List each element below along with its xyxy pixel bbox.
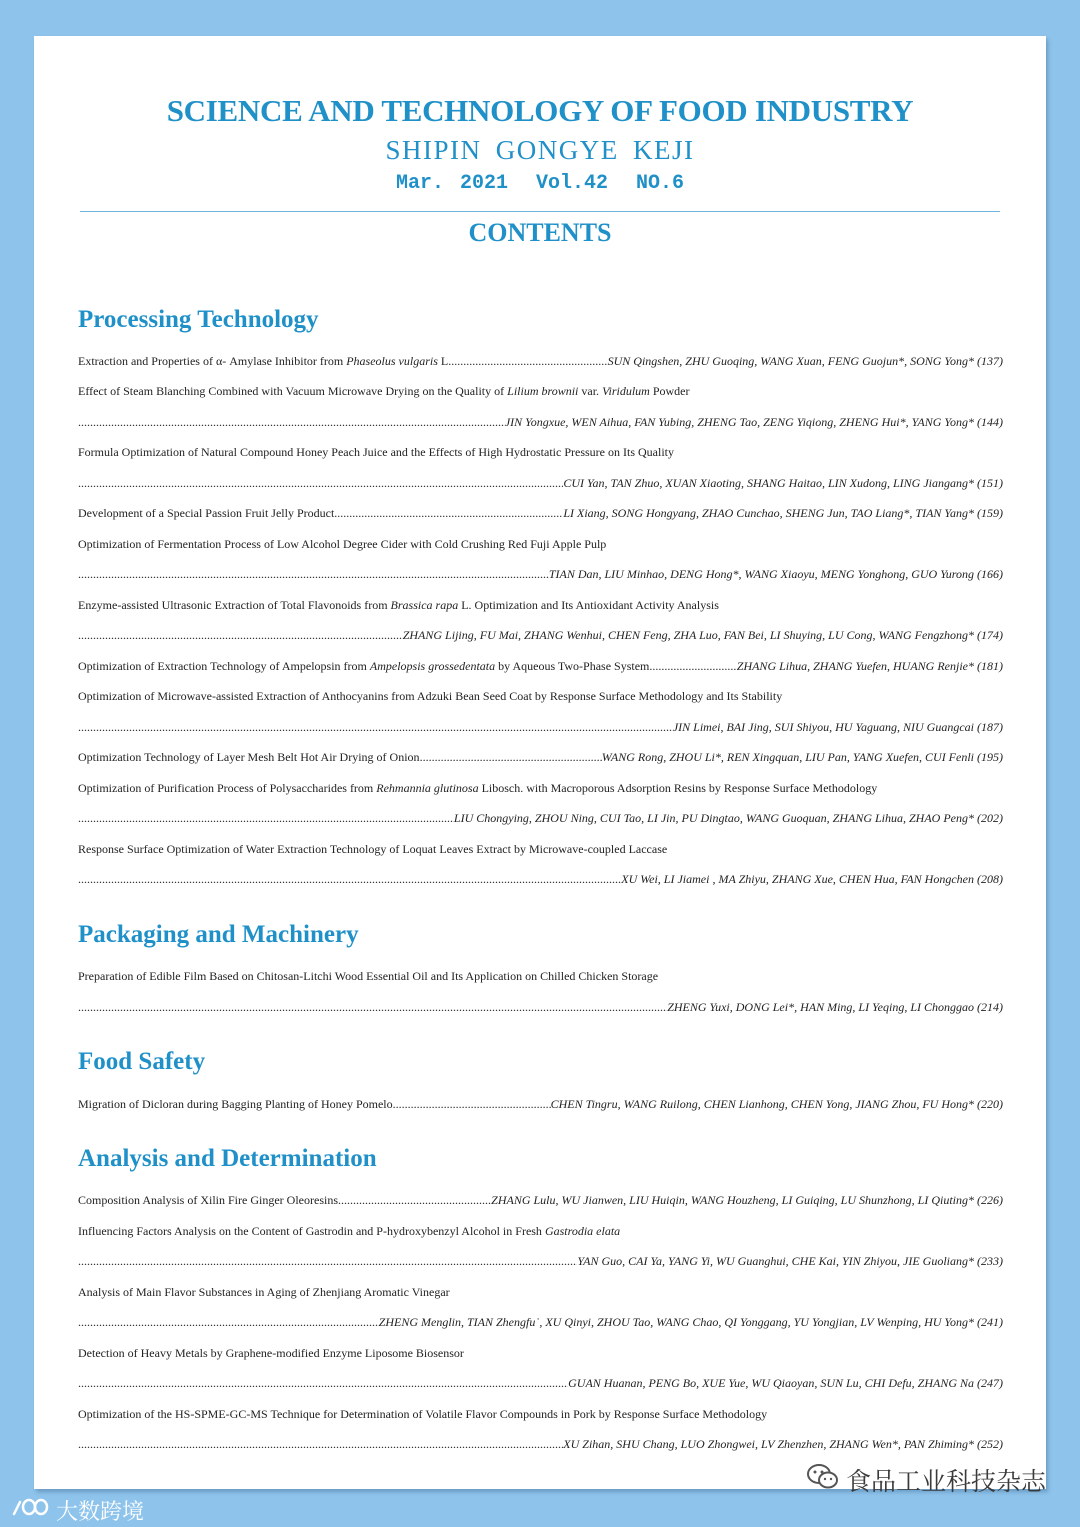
toc-entry[interactable] <box>78 353 1003 369</box>
leader-dots <box>78 566 549 582</box>
leader-dots <box>78 1253 577 1269</box>
entry-authors: CUI Yan, TAN Zhuo, XUAN Xiaoting, SHANG Haitao, LIN Xudong, LING Jiangang* (151) <box>563 476 1003 490</box>
wechat-account-name: 食品工业科技杂志 <box>845 1467 1046 1496</box>
entry-title[interactable]: Optimization of Purification Process of Polysaccharides from Rehmannia glutinosa Libosch. with Macroporous Adsorption Resins by Response Surface Methodology <box>78 781 878 795</box>
entry-authors: ZHENG Yuxi, DONG Lei*, HAN Ming, LI Yeqing, LI Chonggao (214) <box>667 1000 1003 1014</box>
corner-watermark <box>10 1494 144 1526</box>
leader-dots <box>78 719 673 735</box>
toc-entry-authors-line <box>78 719 1003 735</box>
leader-dots <box>78 414 505 430</box>
leader-dots <box>78 999 667 1015</box>
entry-title[interactable]: Analysis of Main Flavor Substances in Aging of Zhenjiang Aromatic Vinegar <box>78 1285 450 1299</box>
wechat-watermark <box>806 1462 1046 1498</box>
toc-entry-authors-line <box>78 871 1003 887</box>
entry-title: Composition Analysis of Xilin Fire Ginger Oleoresins <box>78 1193 338 1207</box>
entry-authors: JIN Limei, BAI Jing, SUI Shiyou, HU Yaguang, NIU Guangcai (187) <box>672 720 1003 734</box>
entry-title[interactable]: Optimization of the HS-SPME-GC-MS Technique for Determination of Volatile Flavor Compounds in Pork by Response Surface Methodology <box>78 1407 768 1421</box>
entry-authors: CHEN Tingru, WANG Ruilong, CHEN Lianhong, CHEN Yong, JIANG Zhou, FU Hong* (220) <box>550 1097 1003 1111</box>
leader-dots <box>393 1096 551 1112</box>
entry-title[interactable]: Response Surface Optimization of Water Extraction Technology of Loquat Leaves Extract by Microwave-coupled Laccase <box>78 842 668 856</box>
leader-dots <box>649 658 736 674</box>
entry-title[interactable]: Influencing Factors Analysis on the Content of Gastrodin and P-hydroxybenzyl Alcohol in Fresh Gastrodia elata <box>78 1224 621 1238</box>
leader-dots <box>338 1192 491 1208</box>
journal-subtitle: SHIPIN GONGYE KEJI <box>385 135 695 165</box>
leader-dots <box>78 1375 568 1391</box>
leader-dots <box>78 871 621 887</box>
entry-authors: JIN Yongxue, WEN Aihua, FAN Yubing, ZHENG Tao, ZENG Yiqiong, ZHENG Hui*, YANG Yong* (144) <box>504 415 1003 429</box>
entry-authors: WANG Rong, ZHOU Li*, REN Xingquan, LIU Pan, YANG Xuefen, CUI Fenli (195) <box>601 750 1003 764</box>
toc-entry[interactable] <box>78 1192 1003 1208</box>
entry-authors: XU Zihan, SHU Chang, LUO Zhongwei, LV Zhenzhen, ZHANG Wen*, PAN Zhiming* (252) <box>563 1437 1003 1451</box>
contents-heading: CONTENTS <box>468 218 612 247</box>
toc-entry[interactable] <box>78 749 1003 765</box>
section-heading-packaging: Packaging and Machinery <box>78 921 359 948</box>
toc-entry-authors-line <box>78 999 1003 1015</box>
entry-title: Optimization of Extraction Technology of Ampelopsin from Ampelopsis grossedentata by Aqueous Two-Phase System <box>78 659 650 673</box>
leader-dots <box>78 810 454 826</box>
entry-authors: LIU Chongying, ZHOU Ning, CUI Tao, LI Jin, PU Dingtao, WANG Guoquan, ZHANG Lihua, ZHAO Peng* (202) <box>453 811 1003 825</box>
entry-title[interactable]: Detection of Heavy Metals by Graphene-modified Enzyme Liposome Biosensor <box>78 1346 464 1360</box>
leader-dots <box>78 1436 563 1452</box>
issue-date: Mar. 2021 <box>395 172 508 195</box>
entry-title: Optimization Technology of Layer Mesh Belt Hot Air Drying of Onion <box>78 750 420 764</box>
entry-authors: YAN Guo, CAI Ya, YANG Yi, WU Guanghui, CHE Kai, YIN Zhiyou, JIE Guoliang* (233) <box>577 1254 1003 1268</box>
entry-authors: ZHENG Menglin, TIAN Zhengfu˙, XU Qinyi, ZHOU Tao, WANG Chao, QI Yonggang, YU Yongjian, LV Wenping, HU Yong* (241) <box>378 1315 1003 1329</box>
entry-authors: ZHANG Lihua, ZHANG Yuefen, HUANG Renjie* (181) <box>736 659 1003 673</box>
wechat-icon <box>806 1463 840 1497</box>
toc-entry[interactable] <box>78 658 1003 674</box>
link-icon <box>10 1494 50 1526</box>
issue-number: NO.6 <box>636 172 685 195</box>
toc-entry-authors-line <box>78 566 1003 582</box>
entry-authors: XU Wei, LI Jiamei , MA Zhiyu, ZHANG Xue, CHEN Hua, FAN Hongchen (208) <box>621 872 1003 886</box>
issue-volume: Vol.42 <box>536 172 609 195</box>
entry-title[interactable]: Enzyme-assisted Ultrasonic Extraction of Total Flavonoids from Brassica rapa L. Optimization and Its Antioxidant Activity Analysis <box>78 598 719 612</box>
entry-authors: ZHANG Lulu, WU Jianwen, LIU Huiqin, WANG Houzheng, LI Guiqing, LU Shunzhong, LI Qiuting* (226) <box>491 1193 1003 1207</box>
leader-dots <box>78 627 403 643</box>
toc-entry-authors-line <box>78 1436 1003 1452</box>
entry-title: Extraction and Properties of α- Amylase Inhibitor from Phaseolus vulgaris L <box>78 354 449 368</box>
leader-dots <box>448 353 607 369</box>
entry-authors: TIAN Dan, LIU Minhao, DENG Hong*, WANG Xiaoyu, MENG Yonghong, GUO Yurong (166) <box>548 567 1003 581</box>
toc-entry-authors-line <box>78 1253 1003 1269</box>
entry-authors: SUN Qingshen, ZHU Guoqing, WANG Xuan, FENG Guojun*, SONG Yong* (137) <box>607 354 1003 368</box>
entry-title[interactable]: Optimization of Fermentation Process of Low Alcohol Degree Cider with Cold Crushing Red Fuji Apple Pulp <box>78 537 607 551</box>
section-heading-safety: Food Safety <box>78 1048 206 1075</box>
entry-authors: GUAN Huanan, PENG Bo, XUE Yue, WU Qiaoyan, SUN Lu, CHI Defu, ZHANG Na (247) <box>568 1376 1003 1390</box>
section-heading-analysis: Analysis and Determination <box>78 1145 377 1172</box>
toc-entry[interactable] <box>78 1096 1003 1112</box>
entry-authors: LI Xiang, SONG Hongyang, ZHAO Cunchao, SHENG Jun, TAO Liang*, TIAN Yang* (159) <box>563 506 1003 520</box>
toc-entry-authors-line <box>78 810 1003 826</box>
toc-entry-authors-line <box>78 414 1003 430</box>
issue-info <box>0 172 1080 195</box>
entry-authors: ZHANG Lijing, FU Mai, ZHANG Wenhui, CHEN Feng, ZHA Luo, FAN Bei, LI Shuying, LU Cong, WANG Fengzhong* (174) <box>402 628 1003 642</box>
entry-title: Development of a Special Passion Fruit Jelly Product <box>78 506 335 520</box>
entry-title[interactable]: Effect of Steam Blanching Combined with Vacuum Microwave Drying on the Quality of Lilium brownii var. Viridulum Powder <box>78 384 690 398</box>
leader-dots <box>420 749 602 765</box>
journal-title: SCIENCE AND TECHNOLOGY OF FOOD INDUSTRY <box>166 93 914 128</box>
leader-dots <box>334 505 563 521</box>
entry-title[interactable]: Preparation of Edible Film Based on Chitosan-Litchi Wood Essential Oil and Its Application on Chilled Chicken Storage <box>78 969 659 983</box>
leader-dots <box>78 1314 379 1330</box>
entry-title[interactable]: Optimization of Microwave-assisted Extraction of Anthocyanins from Adzuki Bean Seed Coat by Response Surface Methodology and Its Stability <box>78 689 783 703</box>
entry-title[interactable]: Formula Optimization of Natural Compound Honey Peach Juice and the Effects of High Hydrostatic Pressure on Its Quality <box>78 445 674 459</box>
toc-entry-authors-line <box>78 475 1003 491</box>
toc-entry-authors-line <box>78 1314 1003 1330</box>
section-heading-processing: Processing Technology <box>78 306 319 333</box>
toc-entry[interactable] <box>78 505 1003 521</box>
leader-dots <box>78 475 563 491</box>
header-divider <box>80 211 1000 212</box>
toc-entry-authors-line <box>78 627 1003 643</box>
corner-watermark-text: 大数跨境 <box>56 1499 145 1525</box>
toc-entry-authors-line <box>78 1375 1003 1391</box>
entry-title: Migration of Dicloran during Bagging Planting of Honey Pomelo <box>78 1097 393 1111</box>
